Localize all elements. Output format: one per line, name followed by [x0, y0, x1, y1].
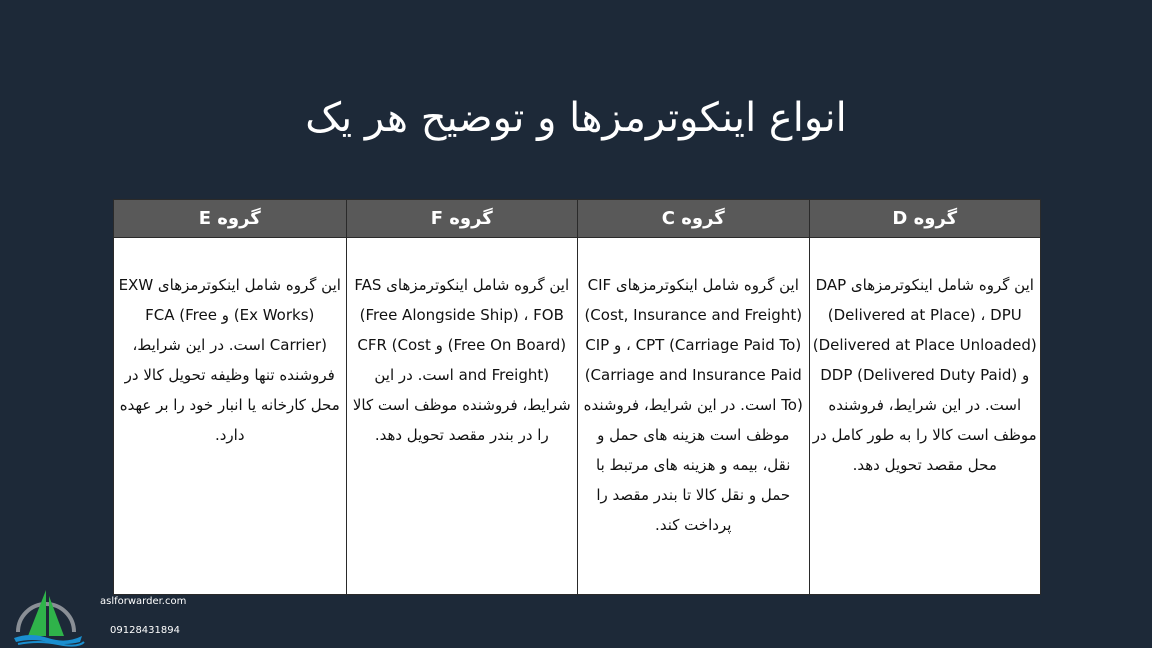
group-d-description: این گروه شامل اینکوترمزهای DAP (Delivered at Place) ، DPU (Delivered at Place Unloaded) و DDP (Delivered Duty Paid) است. در این شرایط، فروشنده موظف است کالا را به طور کامل در محل مقصد تحویل دهد.: [812, 276, 1037, 474]
slide-title: انواع اینکوترمزها و توضیح هر یک: [305, 95, 847, 141]
group-f-header: گروه F: [347, 200, 578, 238]
group-f-description: این گروه شامل اینکوترمزهای FAS (Free Alongside Ship) ، FOB (Free On Board) و CFR (Cost and Freight) است. در این شرایط، فروشنده موظف است کالا را در بندر مقصد تحویل دهد.: [352, 276, 571, 444]
incoterms-table: [113, 199, 1041, 595]
group-e-column: [114, 200, 346, 594]
group-e-description: این گروه شامل اینکوترمزهای EXW (Ex Works) و FCA (Free Carrier) است. در این شرایط، فروشنده تنها وظیفه تحویل کالا در محل کارخانه یا انبار خود را بر عهده دارد.: [118, 276, 341, 444]
phone-number: 09128431894: [110, 625, 180, 636]
group-e-header: گروه E: [114, 200, 346, 238]
group-d-header: گروه D: [810, 200, 1041, 238]
group-f-column: [346, 200, 578, 594]
group-c-column: [577, 200, 809, 594]
company-logo-icon: [8, 580, 88, 648]
group-c-description: این گروه شامل اینکوترمزهای CIF (Cost, Insurance and Freight) ، CPT (Carriage Paid To) و CIP (Carriage and Insurance Paid To) است. در این شرایط، فروشنده موظف است هزینه های حمل و نقل، بیمه و هزینه های مرتبط با حمل و نقل کالا تا بندر مقصد را پرداخت کند.: [583, 276, 803, 534]
website-text: aslforwarder.com: [100, 596, 187, 607]
group-c-header: گروه C: [578, 200, 809, 238]
group-d-column: [809, 200, 1041, 594]
